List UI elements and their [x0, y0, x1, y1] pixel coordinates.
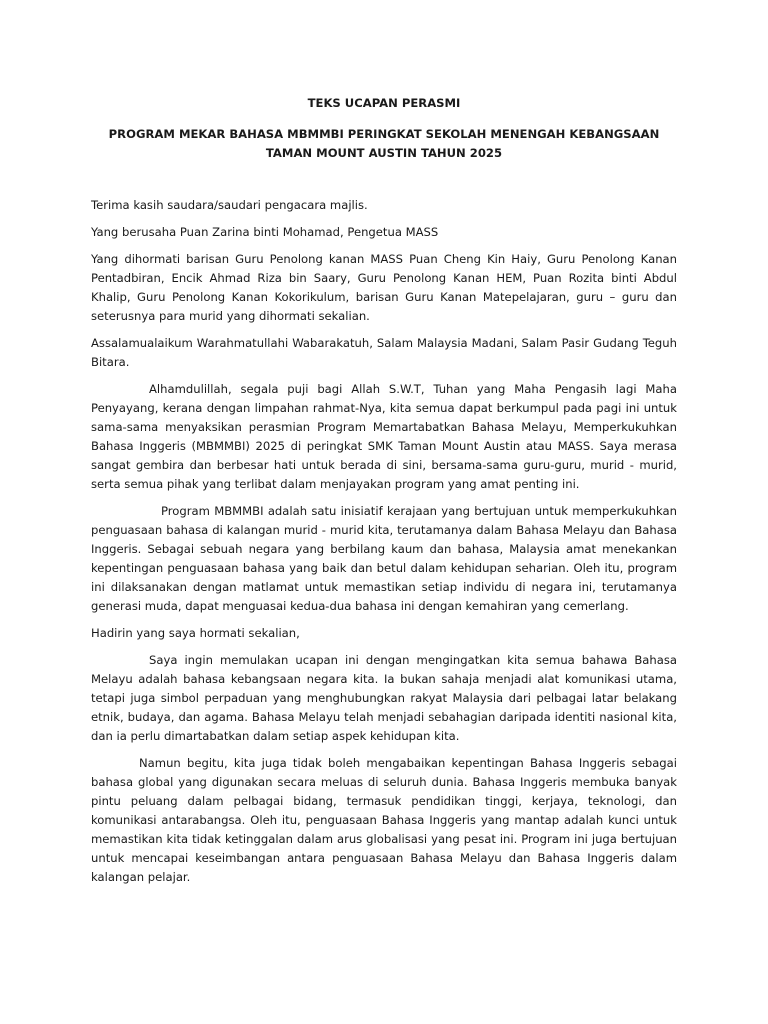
paragraph-audience-address: Hadirin yang saya hormati sekalian, [91, 626, 300, 640]
document-subtitle: PROGRAM MEKAR BAHASA MBMMBI PERINGKAT SEKOLAH MENENGAH KEBANGSAAN TAMAN MOUNT AUSTIN TAHUN 2025 [108, 127, 660, 160]
paragraph-dignitaries: Yang dihormati barisan Guru Penolong kanan MASS Puan Cheng Kin Haiy, Guru Penolong Kanan Pentadbiran, Encik Ahmad Riza bin Saary, Guru Penolong Kanan HEM, Puan Rozita binti Abdul Khalip, Guru Penolong Kanan Kokorikulum, barisan Guru Kanan Matepelajaran, guru – guru dan seterusnya para murid yang dihormati sekalian. [91, 252, 677, 323]
paragraph-thanks-emcee: Terima kasih saudara/saudari pengacara majlis. [91, 198, 368, 212]
paragraph-program-mbmmbi: Program MBMMBI adalah satu inisiatif kerajaan yang bertujuan untuk memperkukuhkan penguasaan bahasa di kalangan murid - murid kita, terutamanya dalam Bahasa Melayu dan Bahasa Inggeris. Sebagai sebuah negara yang berbilang kaum dan bahasa, Malaysia amat menekankan kepentingan penguasaan bahasa yang baik dan betul dalam kehidupan seharian. Oleh itu, program ini dilaksanakan dengan matlamat untuk memastikan setiap individu di negara ini, terutamanya generasi muda, dapat menguasai kedua-dua bahasa ini dengan kemahiran yang cemerlang. [91, 504, 677, 613]
paragraph-principal: Yang berusaha Puan Zarina binti Mohamad, Pengetua MASS [91, 225, 439, 239]
paragraph-alhamdulillah: Alhamdulillah, segala puji bagi Allah S.W.T, Tuhan yang Maha Pengasih lagi Maha Penyayang, kerana dengan limpahan rahmat-Nya, kita semua dapat berkumpul pada pagi ini untuk sama-sama menyaksikan perasmian Program Memartabatkan Bahasa Melayu, Memperkukuhkan Bahasa Inggeris (MBMMBI) 2025 di peringkat SMK Taman Mount Austin atau MASS. Saya merasa sangat gembira dan berbesar hati untuk berada di sini, bersama-sama guru-guru, murid - murid, serta semua pihak yang terlibat dalam menjayakan program yang amat penting ini. [91, 382, 677, 491]
document-title: TEKS UCAPAN PERASMI [307, 96, 461, 110]
paragraph-bahasa-melayu: Saya ingin memulakan ucapan ini dengan mengingatkan kita semua bahawa Bahasa Melayu adalah bahasa kebangsaan negara kita. Ia bukan sahaja menjadi alat komunikasi utama, tetapi juga simbol perpaduan yang menghubungkan rakyat Malaysia dari pelbagai latar belakang etnik, budaya, dan agama. Bahasa Melayu telah menjadi sebahagian daripada identiti nasional kita, dan ia perlu dimartabatkan dalam setiap aspek kehidupan kita. [91, 653, 677, 743]
paragraph-bahasa-inggeris: Namun begitu, kita juga tidak boleh mengabaikan kepentingan Bahasa Inggeris sebagai bahasa global yang digunakan secara meluas di seluruh dunia. Bahasa Inggeris membuka banyak pintu peluang dalam pelbagai bidang, termasuk pendidikan tinggi, kerjaya, teknologi, dan komunikasi antarabangsa. Oleh itu, penguasaan Bahasa Inggeris yang mantap adalah kunci untuk memastikan kita tidak ketinggalan dalam arus globalisasi yang pesat ini. Program ini juga bertujuan untuk mencapai keseimbangan antara penguasaan Bahasa Melayu dan Bahasa Inggeris dalam kalangan pelajar. [91, 756, 677, 884]
paragraph-greetings: Assalamualaikum Warahmatullahi Wabarakatuh, Salam Malaysia Madani, Salam Pasir Gudang Teguh Bitara. [91, 336, 677, 369]
